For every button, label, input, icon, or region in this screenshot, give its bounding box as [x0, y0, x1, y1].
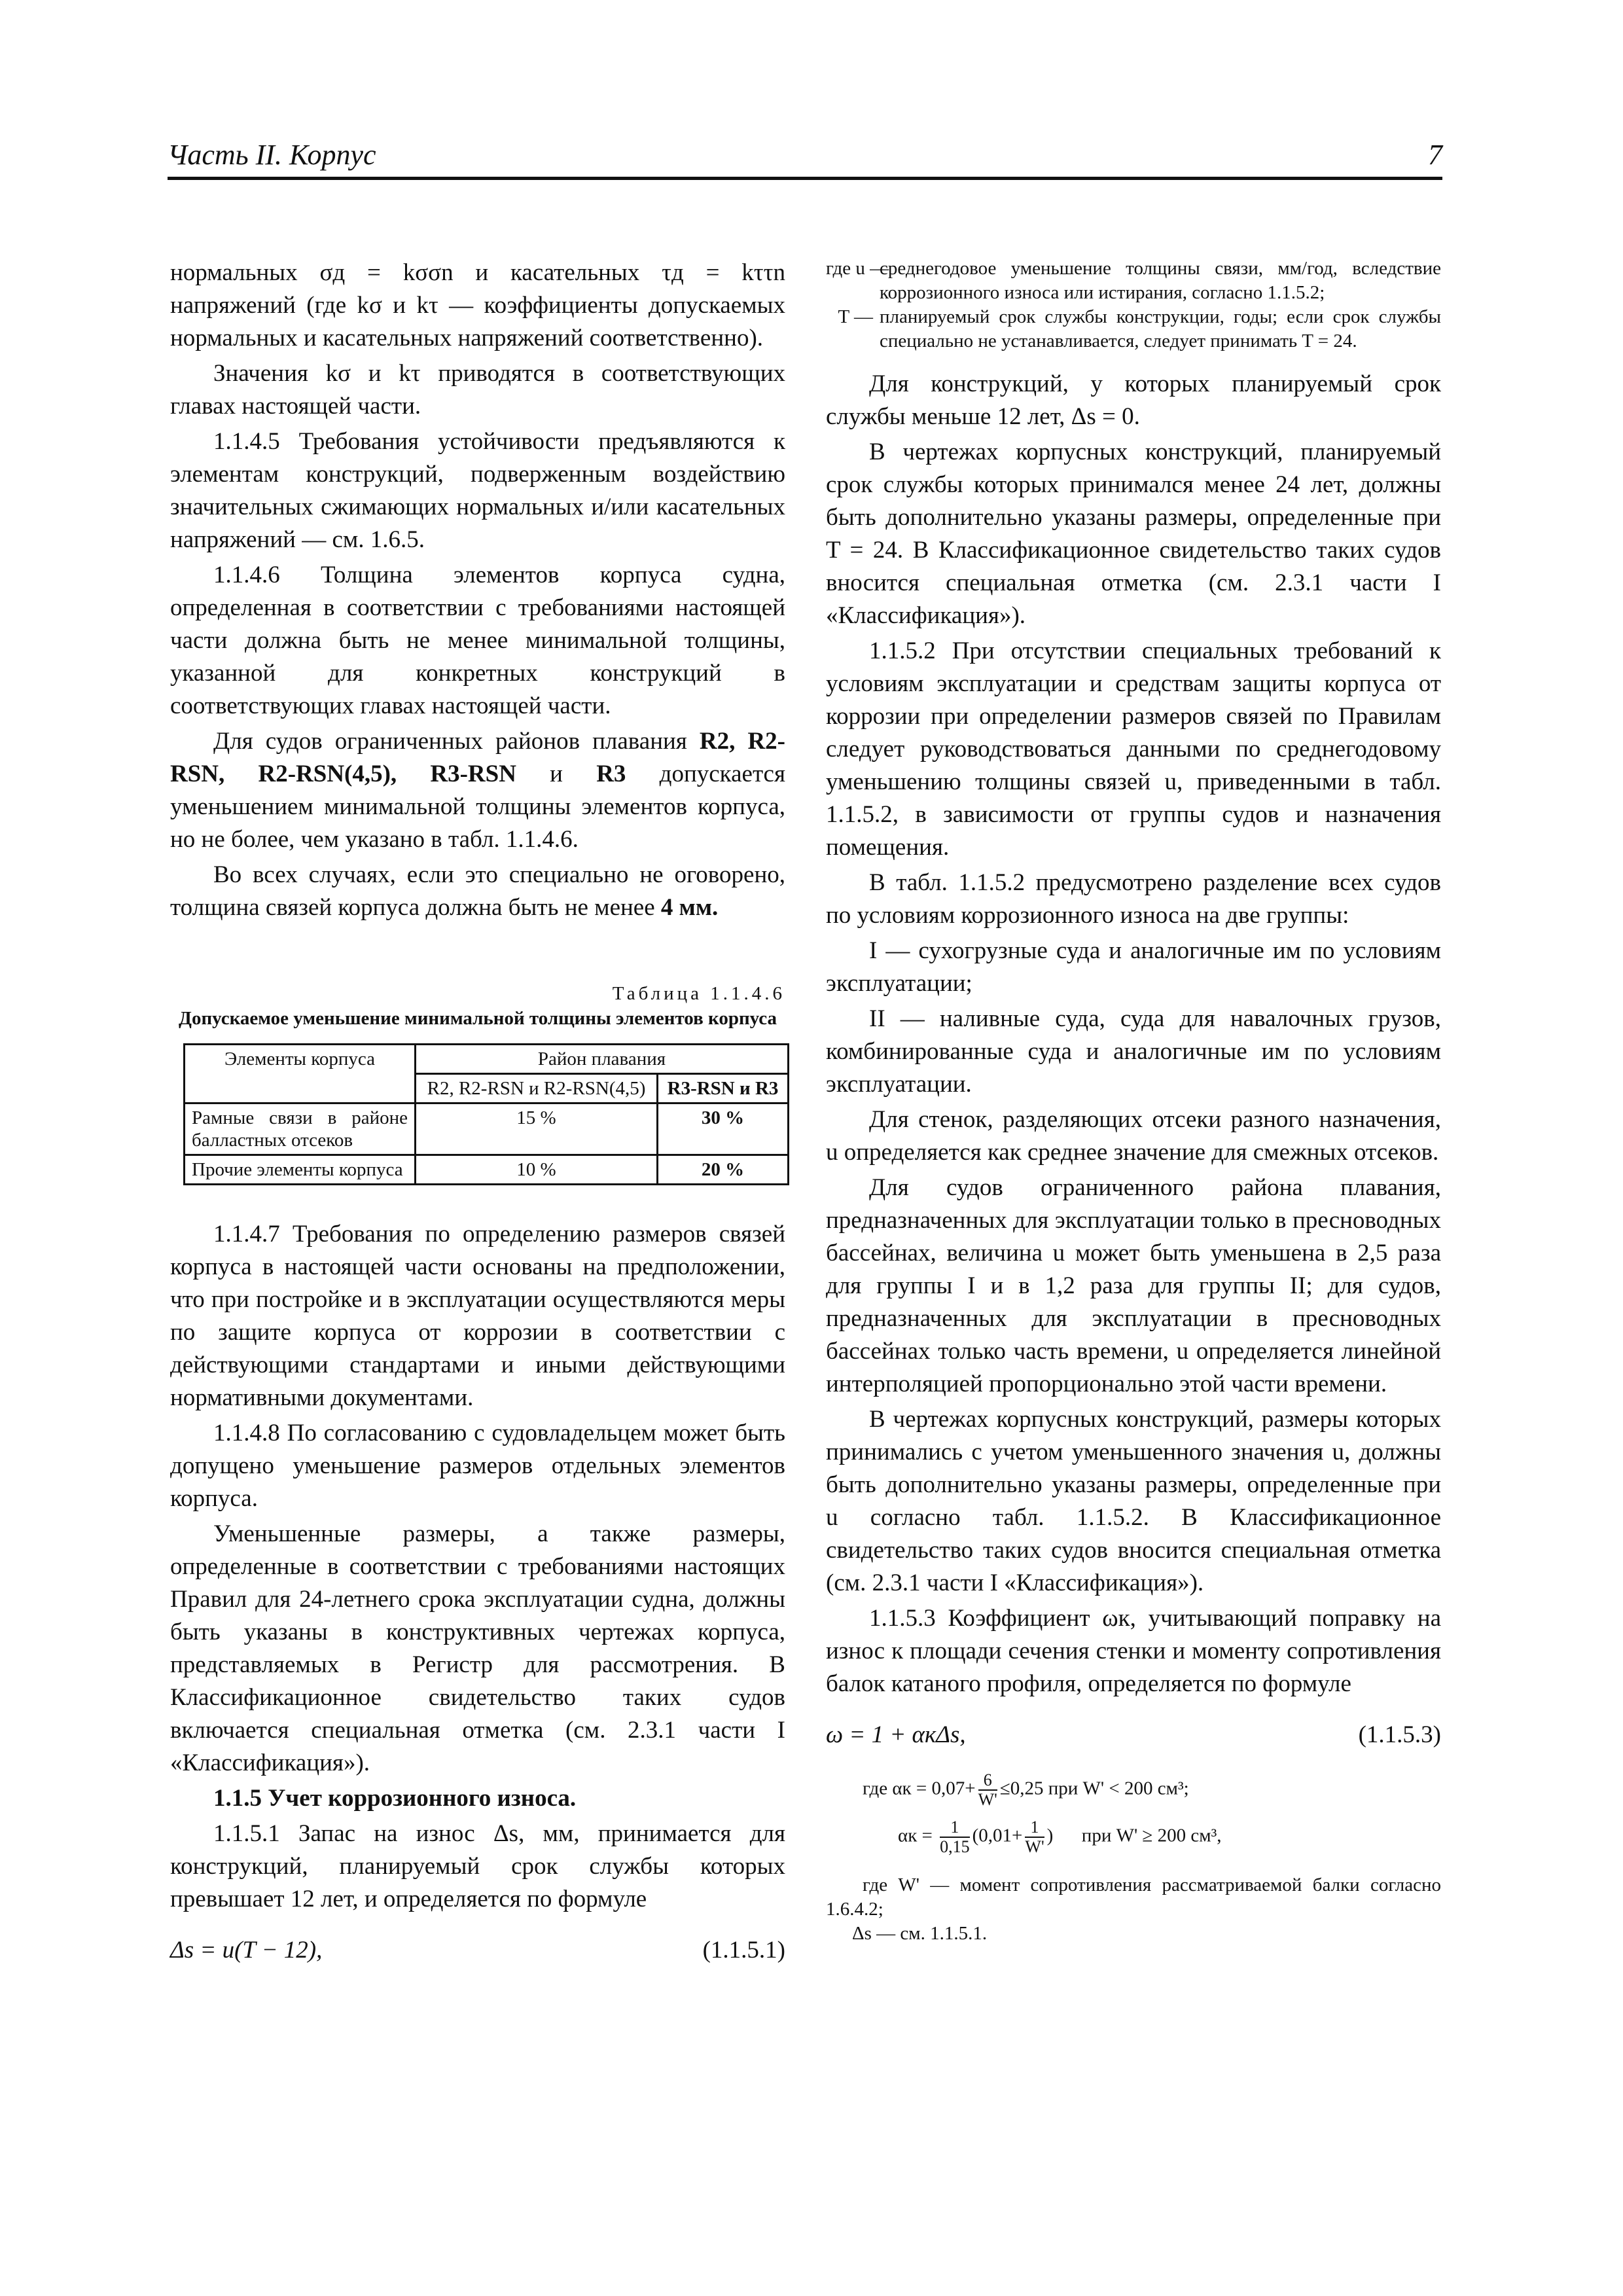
- paragraph: Для судов ограниченных районов плавания R2, R2-RSN, R2-RSN(4,5), R3-RSN и R3 допускается уменьшением минимальной толщины элементов корпуса, но не более, чем указано в табл. 1.1.4.6.: [170, 728, 786, 853]
- formula-legend: где u — среднегодовое уменьшение толщины связи, мм/год, вследствие коррозионного износа или истирания, согласно 1.1.5.2; T — планируемый срок службы конструкции, годы; если срок службы специально не устанавливается, следует принимать T = 24.: [826, 258, 1441, 351]
- section-number: 1.1.5.1: [213, 1820, 280, 1847]
- table-header-cell: Район плавания: [416, 1045, 789, 1074]
- section-number: 1.1.4.6: [213, 562, 280, 588]
- section-number: 1.1.4.5: [213, 428, 280, 455]
- paragraph: В чертежах корпусных конструкций, размеры которых принимались с учетом уменьшенного значения u, должны быть дополнительно указаны размеры, определенные при u согласно табл. 1.1.5.2. В Классификационное свидетельство таких судов вносится специальная отметка (см. 2.3.1 части I «Классификация»).: [826, 1406, 1441, 1596]
- paragraph: В чертежах корпусных конструкций, планируемый срок службы которых принимался менее 24 лет, должны быть дополнительно указаны размеры, определенные при T = 24. В Классификационное свидетельство таких судов вносится специальная отметка (см. 2.3.1 части I «Классификация»).: [826, 439, 1441, 629]
- thickness-reduction-table: [183, 1043, 789, 1185]
- table-caption: Таблица 1.1.4.6: [612, 983, 785, 1004]
- table-cell: 10 %: [416, 1155, 658, 1185]
- section-number: 1.1.4.7: [213, 1221, 280, 1247]
- left-column: [170, 257, 785, 1986]
- running-title: Часть II. Корпус: [168, 139, 376, 171]
- table-row: [185, 1155, 789, 1185]
- fraction: $\frac{6}{W'}$: [978, 1770, 997, 1809]
- table-cell: Рамные связи в районе балластных отсеков: [185, 1103, 416, 1155]
- paragraph: Во всех случаях, если это специально не оговорено, толщина связей корпуса должна быть не менее 4 мм.: [170, 861, 785, 921]
- right-column: [826, 257, 1441, 1946]
- paragraph: 1.1.5.3 Коэффициент ωк, учитывающий поправку на износ к площади сечения стенки и моменту сопротивления балок катаного профиля, определяется по формуле: [826, 1605, 1442, 1697]
- paragraph: 1.1.4.7 Требования по определению размеров связей корпуса в настоящей части основаны на предположении, что при постройке и в эксплуатации осуществляются меры по защите корпуса от коррозии в соответствии с действующими стандартами и иными действующими нормативными документами.: [170, 1221, 785, 1411]
- paragraph: 1.1.5.1 Запас на износ Δs, мм, принимается для конструкций, планируемый срок службы которых превышает 12 лет, и определяется по формуле: [170, 1820, 786, 1912]
- formula-number: (1.1.5.1): [702, 1937, 785, 1964]
- table-cell: 30 %: [658, 1103, 789, 1155]
- paragraph: Значения kσ и kτ приводятся в соответствующих главах настоящей части.: [170, 360, 785, 420]
- table-header-cell: R2, R2-RSN и R2-RSN(4,5): [416, 1074, 658, 1103]
- page-header: [168, 139, 1442, 180]
- table-cell: Прочие элементы корпуса: [185, 1155, 416, 1185]
- formula-expression: Δs = u(T − 12),: [170, 1937, 323, 1964]
- formula-expression: ω = 1 + αкΔs,: [826, 1721, 966, 1748]
- table-header-cell: R3-RSN и R3: [658, 1074, 789, 1103]
- paragraph: В табл. 1.1.5.2 предусмотрено разделение всех судов по условиям коррозионного износа на две группы:: [826, 869, 1441, 929]
- paragraph: Для судов ограниченного района плавания, предназначенных для эксплуатации только в пресноводных бассейнах, величина u может быть уменьшена в 2,5 раза для группы I и в 1,2 раза для группы II; для судов, предназначенных для эксплуатации в пресноводных бассейнах только часть времени, u определяется линейной интерполяцией пропорционально этой части времени.: [826, 1174, 1441, 1397]
- formula-number: (1.1.5.3): [1358, 1721, 1441, 1748]
- fraction: $\frac{1}{W'}$: [1025, 1818, 1044, 1856]
- section-number: 1.1.4.8: [213, 1420, 280, 1446]
- formula-note: Δs — см. 1.1.5.1.: [852, 1923, 988, 1944]
- paragraph: Для стенок, разделяющих отсеки разного назначения, u определяется как среднее значение для смежных отсеков.: [826, 1106, 1441, 1166]
- paragraph: I — сухогрузные суда и аналогичные им по условиям эксплуатации;: [826, 937, 1441, 997]
- paragraph: 1.1.4.6 Толщина элементов корпуса судна, определенная в соответствии с требованиями настоящей части должна быть не менее минимальной толщины, указанной для конкретных конструкций в соответствующих главах настоящей части.: [170, 562, 786, 719]
- formula-1-1-5-3: [826, 1719, 1441, 1755]
- paragraph: Уменьшенные размеры, а также размеры, определенные в соответствии с требованиями настоящих Правил для 24-летнего срока эксплуатации судна, должны быть указаны в конструктивных чертежах корпуса, представляемых в Регистр для рассмотрения. В Классификационное свидетельство таких судов включается специальная отметка (см. 2.3.1 части I «Классификация»).: [170, 1520, 785, 1776]
- fraction: $\frac{1}{0,15}$: [940, 1818, 970, 1856]
- table-cell: 20 %: [658, 1155, 789, 1185]
- section-heading: 1.1.5 Учет коррозионного износа.: [213, 1785, 577, 1812]
- paragraph: 1.1.4.5 Требования устойчивости предъявляются к элементам конструкций, подверженным воздействию значительных сжимающих нормальных и/или касательных напряжений — см. 1.6.5.: [170, 428, 785, 553]
- paragraph: 1.1.5.2 При отсутствии специальных требований к условиям эксплуатации и средствам защиты корпуса от коррозии при определении размеров связей по Правилам следует руководствоваться данными по среднегодовому уменьшению толщины связей u, приведенными в табл. 1.1.5.2, в зависимости от группы судов и назначения помещения.: [826, 637, 1441, 861]
- alpha-definition-1: где αк = 0,07+ $\frac{6}{W'}$ ≤0,25 при W' < 200 см³;: [863, 1770, 1189, 1809]
- paragraph: II — наливные суда, суда для навалочных грузов, комбинированные суда и аналогичные им по условиям эксплуатации.: [826, 1005, 1441, 1098]
- alpha-definition-2: αк = $\frac{1}{0,15}$ (0,01+ $\frac{1}{W'}$ ) при W' ≥ 200 см³,: [898, 1818, 1222, 1856]
- table-row: [185, 1103, 789, 1155]
- formula-note: где W' — момент сопротивления рассматриваемой балки согласно 1.6.4.2;: [826, 1874, 1441, 1920]
- table-title: Допускаемое уменьшение минимальной толщины элементов корпуса: [179, 1008, 777, 1029]
- table-cell: 15 %: [416, 1103, 658, 1155]
- paragraph: 1.1.4.8 По согласованию с судовладельцем может быть допущено уменьшение размеров отдельных элементов корпуса.: [170, 1420, 786, 1512]
- section-number: 1.1.5.2: [869, 637, 936, 664]
- formula-1-1-5-1: [170, 1934, 785, 1971]
- table-header-cell: Элементы корпуса: [185, 1045, 416, 1103]
- page-number: 7: [1428, 139, 1442, 171]
- section-number: 1.1.5.3: [869, 1605, 936, 1632]
- paragraph: Для конструкций, у которых планируемый срок службы меньше 12 лет, Δs = 0.: [826, 370, 1441, 430]
- paragraph: нормальных σд = kσσn и касательных τд = kττn напряжений (где kσ и kτ — коэффициенты допускаемых нормальных и касательных напряжений соответственно).: [170, 259, 785, 351]
